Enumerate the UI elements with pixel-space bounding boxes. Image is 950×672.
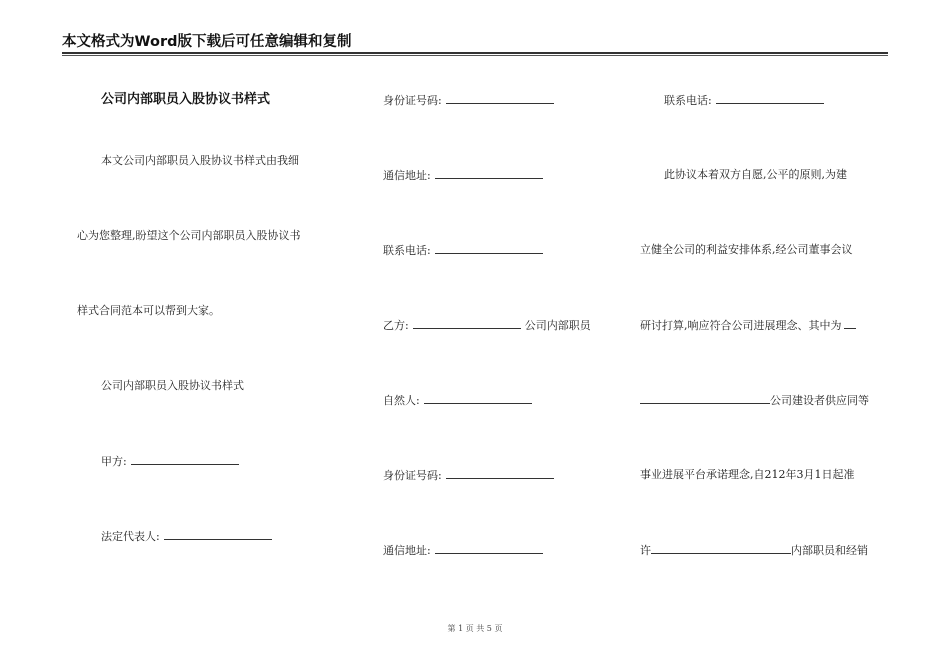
phone-label-1: 联系电话: <box>383 244 431 257</box>
phone-blank-1 <box>435 243 543 254</box>
legal-rep-blank <box>164 529 272 540</box>
address-field-1 <box>383 168 543 183</box>
intro-line-3: 样式合同范本可以帮到大家。 <box>77 304 220 317</box>
paragraph-line-4-blank <box>640 393 770 404</box>
party-a-field <box>101 454 239 469</box>
paragraph-line-4-text: 公司建设者供应同等 <box>770 394 869 407</box>
paragraph-line-3-text: 研讨打算,响应符合公司进展理念、其中为 <box>640 319 842 332</box>
id-number-field-2 <box>383 468 554 483</box>
address-blank-1 <box>435 168 543 179</box>
document-title: 公司内部职员入股协议书样式 <box>101 92 271 107</box>
party-b-suffix: 公司内部职员 <box>524 319 591 332</box>
intro-line-2: 心为您整理,盼望这个公司内部职员入股协议书 <box>77 229 301 242</box>
legal-rep-field <box>101 529 272 544</box>
party-a-blank <box>131 454 239 465</box>
paragraph-line-4 <box>640 393 869 408</box>
paragraph-line-3-blank <box>844 318 856 329</box>
header-rule <box>62 52 888 54</box>
natural-person-field <box>383 393 532 408</box>
party-a-label: 甲方: <box>101 455 127 468</box>
document-header: 本文格式为Word版下载后可任意编辑和复制 <box>62 34 352 50</box>
intro-line-1: 本文公司内部职员入股协议书样式由我细 <box>101 154 299 167</box>
party-b-blank <box>413 318 521 329</box>
paragraph-line-5: 事业进展平台承诺理念,自212年3月1日起准 <box>640 468 855 481</box>
legal-rep-label: 法定代表人: <box>101 530 160 543</box>
phone-field-1 <box>383 243 543 258</box>
paragraph-line-6-blank <box>651 543 791 554</box>
paragraph-line-3 <box>640 318 856 333</box>
natural-person-label: 自然人: <box>383 394 420 407</box>
phone-label-2: 联系电话: <box>664 94 712 107</box>
paragraph-line-1: 此协议本着双方自愿,公平的原则,为建 <box>664 168 847 181</box>
party-b-field <box>383 318 591 333</box>
phone-blank-2 <box>716 93 824 104</box>
paragraph-line-2: 立健全公司的利益安排体系,经公司董事会议 <box>640 243 853 256</box>
page-footer: 第 1 页 共 5 页 <box>447 624 503 633</box>
id-number-label-1: 身份证号码: <box>383 94 442 107</box>
address-blank-2 <box>435 543 543 554</box>
agreement-subtitle: 公司内部职员入股协议书样式 <box>101 379 244 392</box>
id-number-field-1 <box>383 93 554 108</box>
header-rule-thin <box>62 55 888 56</box>
address-label-2: 通信地址: <box>383 544 431 557</box>
natural-person-blank <box>424 393 532 404</box>
phone-field-2 <box>664 93 824 108</box>
paragraph-line-6-text: 内部职员和经销 <box>791 544 868 557</box>
paragraph-line-6 <box>640 543 868 558</box>
address-field-2 <box>383 543 543 558</box>
party-b-label: 乙方: <box>383 319 409 332</box>
id-number-blank-1 <box>446 93 554 104</box>
id-number-blank-2 <box>446 468 554 479</box>
address-label-1: 通信地址: <box>383 169 431 182</box>
paragraph-line-6-prefix: 许 <box>640 544 651 557</box>
id-number-label-2: 身份证号码: <box>383 469 442 482</box>
